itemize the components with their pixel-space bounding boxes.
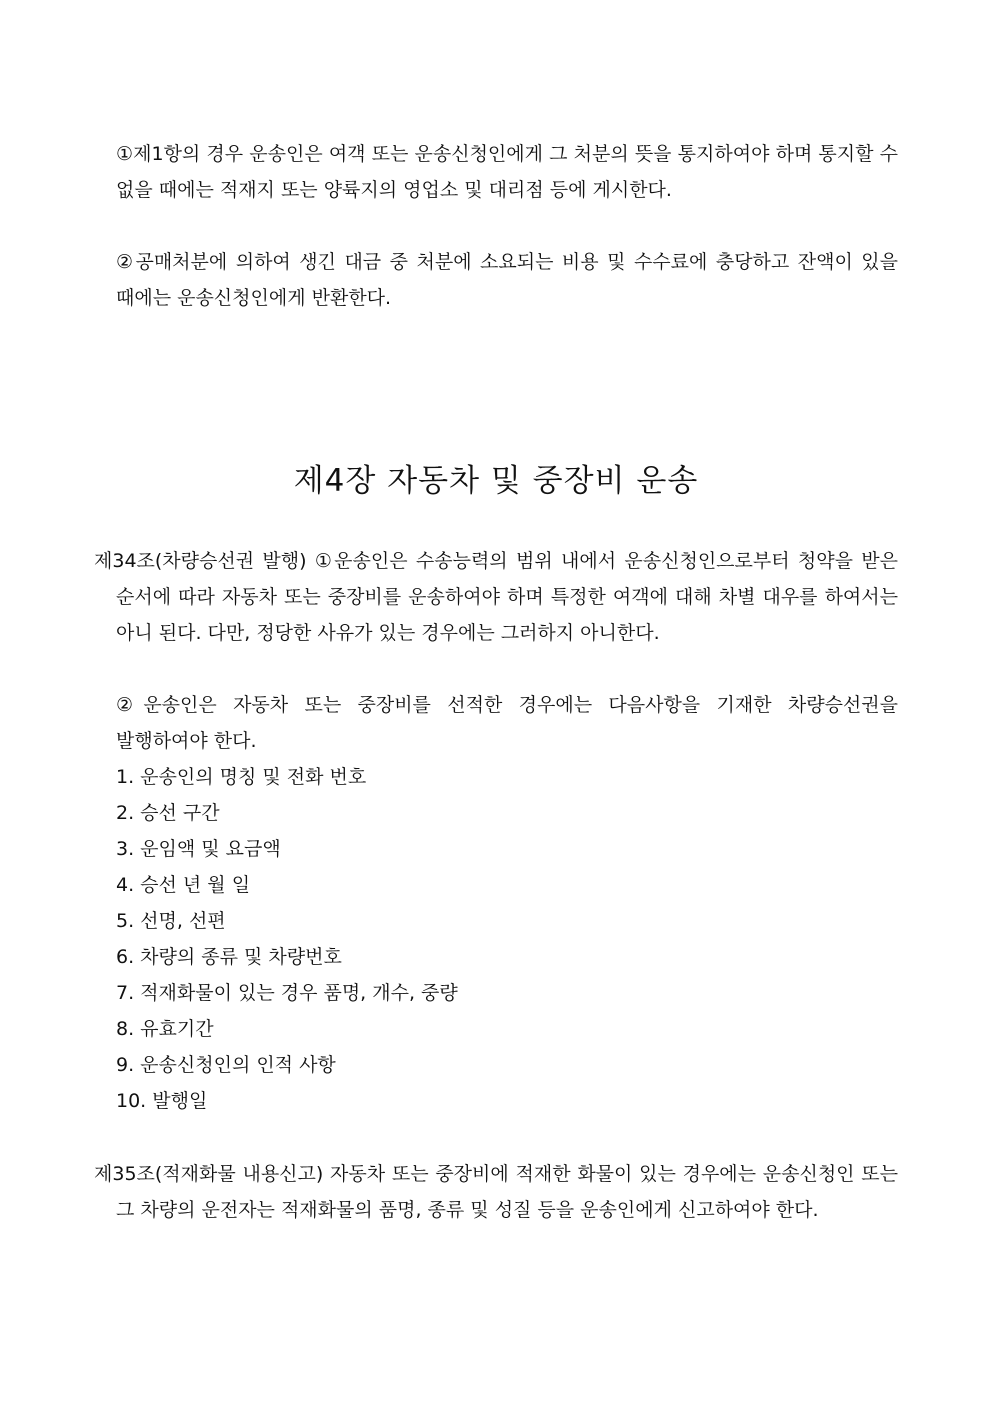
article-35-text: 제35조(적재화물 내용신고) 자동차 또는 중장비에 적재한 화물이 있는 경우에는 운송신청인 또는 그 차량의 운전자는 적재화물의 품명, 종류 및 성질 등을 운송인에게 신고하여야 한다. — [94, 1163, 898, 1221]
prev-article-clause-2: ②공매처분에 의하여 생긴 대금 중 처분에 소요되는 비용 및 수수료에 충당하고 잔액이 있을 때에는 운송신청인에게 반환한다. — [116, 251, 898, 309]
list-item: 1. 운송인의 명칭 및 전화 번호 — [116, 766, 367, 788]
prev-article-clause-1: ①제1항의 경우 운송인은 여객 또는 운송신청인에게 그 처분의 뜻을 통지하여야 하며 통지할 수 없을 때에는 적재지 또는 양륙지의 영업소 및 대리점 등에 게시한다. — [116, 143, 898, 201]
article-34-clause-1: 제34조(차량승선권 발행) ①운송인은 수송능력의 범위 내에서 운송신청인으로부터 청약을 받은 순서에 따라 자동차 또는 중장비를 운송하여야 하며 특정한 여객에 대해 차별 대우를 하여서는 아니 된다. 다만, 정당한 사유가 있는 경우에는 그러하지 아니한다. — [94, 550, 898, 644]
chapter-title: 제4장 자동차 및 중장비 운송 — [293, 463, 699, 499]
article-34-item-list — [116, 759, 898, 1119]
list-item: 6. 차량의 종류 및 차량번호 — [116, 946, 342, 968]
list-item: 3. 운임액 및 요금액 — [116, 838, 281, 860]
list-item: 2. 승선 구간 — [116, 802, 220, 824]
list-item: 10. 발행일 — [116, 1090, 208, 1112]
list-item: 4. 승선 년 월 일 — [116, 874, 251, 896]
list-item: 5. 선명, 선편 — [116, 910, 226, 932]
list-item: 8. 유효기간 — [116, 1018, 214, 1040]
article-34-clause-2: ②운송인은 자동차 또는 중장비를 선적한 경우에는 다음사항을 기재한 차량승선권을 발행하여야 한다. — [116, 694, 898, 752]
list-item: 9. 운송신청인의 인적 사항 — [116, 1054, 336, 1076]
list-item: 7. 적재화물이 있는 경우 품명, 개수, 중량 — [116, 982, 458, 1004]
